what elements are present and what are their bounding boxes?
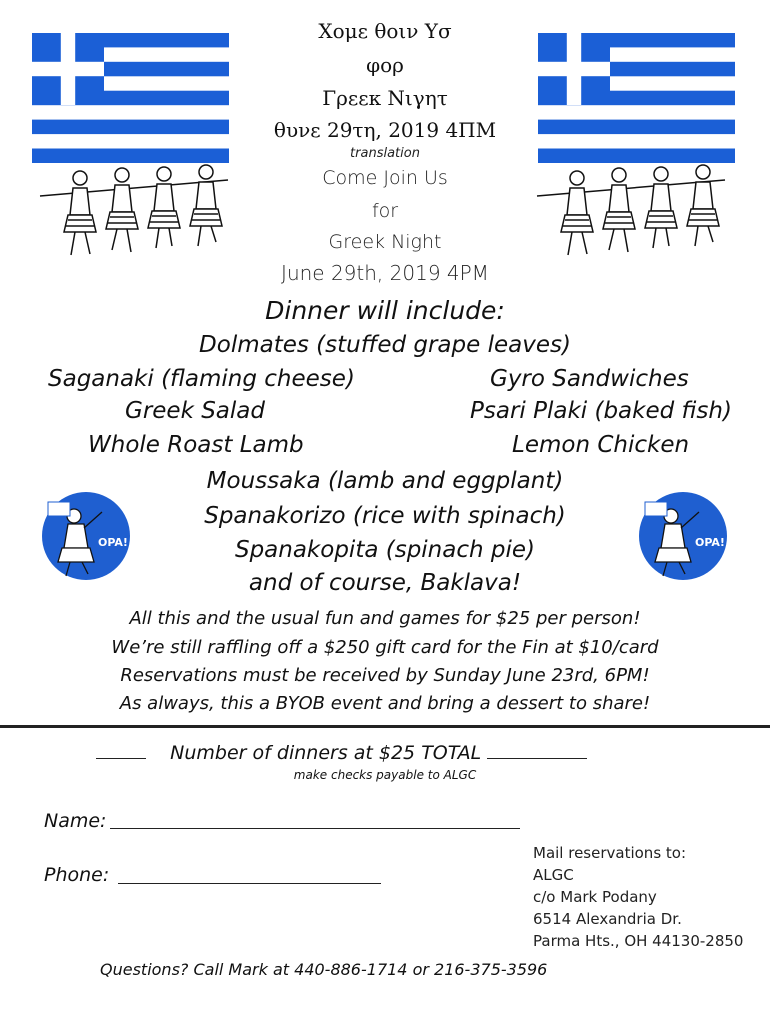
dinners-count-blank[interactable] bbox=[96, 758, 146, 759]
menu-item-spanakopita: Spanakopita (spinach pie) bbox=[234, 537, 536, 563]
phone-label: Phone: bbox=[44, 864, 110, 886]
name-label: Name: bbox=[44, 810, 107, 832]
menu-item-saganaki: Saganaki (flaming cheese) bbox=[48, 366, 355, 392]
info-line-2: We’re still raffling off a $250 gift card for the Fin at $10/card bbox=[111, 637, 659, 658]
menu-item-baklava: and of course, Baklava! bbox=[248, 570, 522, 596]
mail-line-5: Parma Hts., OH 44130-2850 bbox=[533, 932, 744, 950]
info-line-3: Reservations must be received by Sunday June 23rd, 6PM! bbox=[120, 665, 650, 686]
greek-line-2: φορ bbox=[366, 53, 404, 77]
opa-badge-icon-right bbox=[637, 490, 729, 582]
questions-line: Questions? Call Mark at 440-886-1714 or 216-375-3596 bbox=[100, 960, 548, 979]
opa-badge-icon-left bbox=[40, 490, 132, 582]
english-line-1: Come Join Us bbox=[322, 167, 448, 189]
english-line-4: June 29th, 2019 4PM bbox=[281, 261, 489, 285]
menu-item-lamb: Whole Roast Lamb bbox=[88, 432, 304, 458]
menu-item-moussaka: Moussaka (lamb and eggplant) bbox=[206, 468, 564, 494]
mail-line-2: ALGC bbox=[533, 866, 574, 884]
greek-line-3: Γρεεκ Νιγητ bbox=[322, 86, 448, 110]
mail-line-1: Mail reservations to: bbox=[533, 844, 687, 862]
menu-item-chicken: Lemon Chicken bbox=[512, 432, 690, 458]
phone-field[interactable] bbox=[118, 883, 381, 884]
menu-item-salad: Greek Salad bbox=[125, 398, 265, 424]
english-line-3: Greek Night bbox=[328, 231, 442, 253]
menu-item-psari: Psari Plaki (baked fish) bbox=[470, 398, 732, 424]
english-line-2: for bbox=[371, 200, 399, 222]
checks-note: make checks payable to ALGC bbox=[293, 768, 477, 782]
greek-line-4: θυνε 29τη, 2019 4ΠΜ bbox=[273, 118, 497, 142]
opa-badge-text-right: OPA! bbox=[695, 536, 725, 549]
menu-item-dolmates: Dolmates (stuffed grape leaves) bbox=[199, 332, 571, 358]
mail-line-4: 6514 Alexandria Dr. bbox=[533, 910, 682, 928]
dinners-line bbox=[96, 742, 587, 764]
translation-label: translation bbox=[350, 146, 420, 161]
menu-item-gyro: Gyro Sandwiches bbox=[490, 366, 689, 392]
opa-badge-text-left: OPA! bbox=[98, 536, 128, 549]
menu-title: Dinner will include: bbox=[265, 296, 505, 325]
menu-item-spanakorizo: Spanakorizo (rice with spinach) bbox=[204, 503, 566, 529]
greek-line-1: Χομε θοιν Υσ bbox=[318, 19, 452, 43]
name-field[interactable] bbox=[110, 828, 520, 829]
info-line-4: As always, this a BYOB event and bring a dessert to share! bbox=[119, 693, 651, 714]
mail-line-3: c/o Mark Podany bbox=[533, 888, 657, 906]
divider bbox=[0, 725, 770, 728]
total-blank[interactable] bbox=[487, 758, 587, 759]
dinners-label: Number of dinners at $25 TOTAL bbox=[170, 742, 482, 764]
info-line-1: All this and the usual fun and games for $25 per person! bbox=[129, 608, 641, 629]
